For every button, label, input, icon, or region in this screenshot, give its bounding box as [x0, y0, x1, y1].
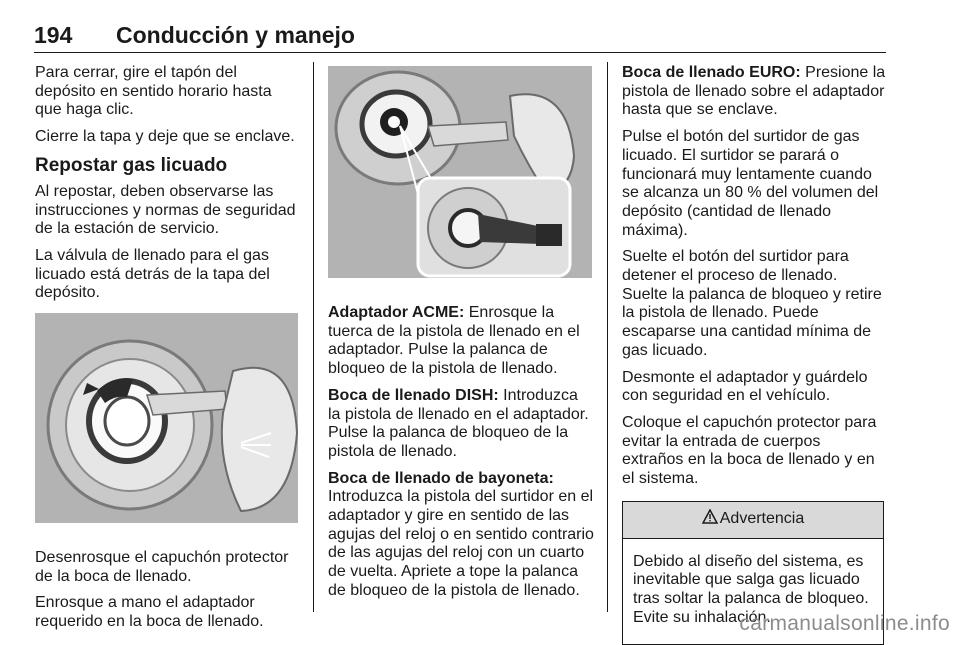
paragraph: Para cerrar, gire el tapón del depósito en sentido horario hasta que haga clic.	[35, 64, 272, 119]
paragraph: Enrosque a mano el adaptador requerido en la boca de llenado.	[35, 594, 264, 631]
paragraph: Coloque el capuchón protector para evitar la entrada de cuerpos extraños en la boca de llenado y en el sistema.	[622, 413, 877, 488]
paragraph: Suelte el botón del surtidor para detener el proceso de llenado. Suelte la palanca de bloqueo y retire la pistola de llenado. Puede escaparse una cantidad mínima de gas licuado.	[622, 248, 882, 359]
warning-triangle-icon	[702, 509, 718, 530]
column-divider	[313, 62, 314, 612]
warning-header	[623, 502, 883, 539]
warning-text: Debido al diseño del sistema, es inevitable que salga gas licuado tras soltar la palanca de bloqueo. Evite su inhalación.	[633, 552, 869, 626]
paragraph: Pulse el botón del surtidor de gas licuado. El surtidor se parará o funcionará muy lentamente cuando se alcanza un 80 % del volumen del depósito (cantidad de llenado máxima).	[622, 128, 879, 239]
paragraph: Cierre la tapa y deje que se enclave.	[35, 128, 295, 146]
term-label: Boca de llenado EURO:	[622, 64, 801, 81]
page-number: 194	[34, 22, 73, 48]
fuel-flap-illustration	[35, 313, 298, 523]
warning-title: Advertencia	[719, 510, 805, 528]
paragraph-acme: Adaptador ACME: Enrosque la tuerca de la pistola de llenado en el adaptador. Pulse la palanca de bloqueo de la pistola de llenado.	[328, 304, 580, 378]
watermark: carmanualsonline.info	[739, 612, 950, 635]
paragraph-euro: Boca de llenado EURO: Presione la pistola de llenado sobre el adaptador hasta que se enclave.	[622, 64, 886, 119]
paragraph: Desmonte el adaptador y guárdelo con seguridad en el vehículo.	[622, 368, 868, 405]
page-header	[34, 12, 886, 53]
section-heading: Repostar gas licuado	[35, 154, 228, 176]
paragraph-bayoneta: Boca de llenado de bayoneta: Introduzca la pistola del surtidor en el adaptador y gire en sentido de las agujas del reloj o en sentido contrario de las agujas del reloj con un cuarto de vuelta. Apriete a tope la palanca de bloqueo de la pistola de llenado.	[328, 469, 594, 599]
paragraph-dish: Boca de llenado DISH: Introduzca la pistola de llenado en el adaptador. Pulse la palanca de bloqueo de la pistola de llenado.	[328, 386, 589, 460]
column-1	[35, 64, 301, 640]
column-divider	[607, 62, 608, 612]
paragraph: La válvula de llenado para el gas licuado está detrás de la tapa del depósito.	[35, 246, 270, 302]
paragraph: Desenrosque el capuchón protector de la boca de llenado.	[35, 549, 289, 585]
chapter-title: Conducción y manejo	[116, 22, 355, 48]
column-2	[328, 64, 594, 609]
term-label: Boca de llenado DISH:	[328, 386, 499, 404]
paragraph: Al repostar, deben observarse las instrucciones y normas de seguridad de la estación de servicio.	[35, 182, 296, 238]
column-3	[622, 64, 886, 645]
term-label: Boca de llenado de bayoneta:	[328, 469, 554, 487]
adapter-illustration	[328, 66, 592, 278]
term-label: Adaptador ACME:	[328, 304, 465, 321]
